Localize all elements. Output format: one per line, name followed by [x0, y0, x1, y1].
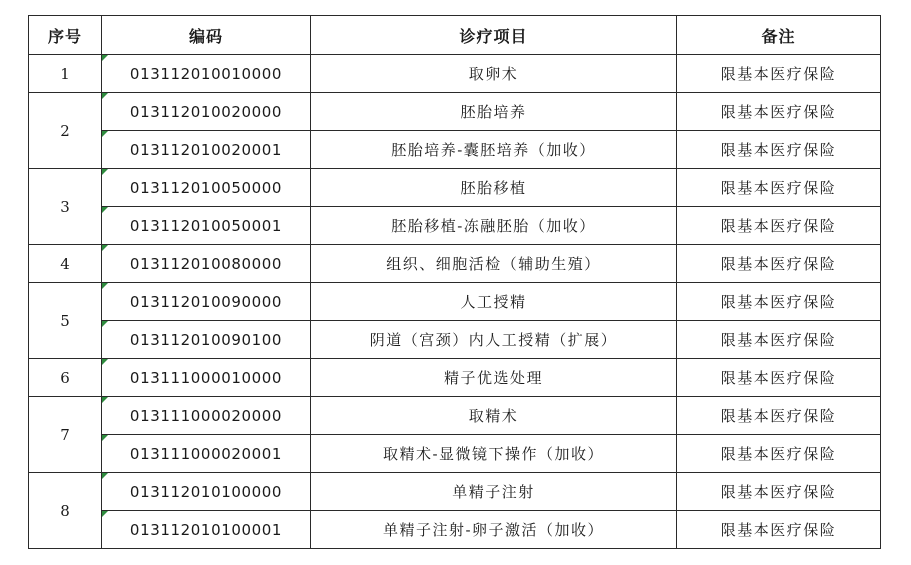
- code-cell: [102, 435, 311, 473]
- table-row: [29, 207, 881, 245]
- code-text: 013111000020001: [129, 444, 283, 463]
- note-cell: 限基本医疗保险: [677, 207, 881, 245]
- cell-corner-marker-icon: [102, 321, 108, 327]
- header-code: 编码: [102, 16, 311, 55]
- item-cell: 取卵术: [311, 55, 677, 93]
- table-row: [29, 397, 881, 435]
- item-cell: 精子优选处理: [311, 359, 677, 397]
- note-cell: 限基本医疗保险: [677, 131, 881, 169]
- cell-corner-marker-icon: [102, 435, 108, 441]
- item-cell: 取精术-显微镜下操作（加收）: [311, 435, 677, 473]
- table-row: [29, 55, 881, 93]
- code-cell: [102, 473, 311, 511]
- seq-cell: 3: [29, 169, 102, 245]
- code-cell: [102, 55, 311, 93]
- code-text: 013112010090100: [129, 330, 283, 349]
- table-row: [29, 283, 881, 321]
- item-cell: 胚胎培养-囊胚培养（加收）: [311, 131, 677, 169]
- header-note: 备注: [677, 16, 881, 55]
- table-header: [29, 16, 881, 55]
- cell-corner-marker-icon: [102, 93, 108, 99]
- seq-cell: 7: [29, 397, 102, 473]
- cell-corner-marker-icon: [102, 245, 108, 251]
- code-cell: [102, 511, 311, 549]
- table-row: [29, 473, 881, 511]
- header-item: 诊疗项目: [311, 16, 677, 55]
- medical-items-table: [28, 15, 881, 549]
- cell-corner-marker-icon: [102, 397, 108, 403]
- seq-cell: 6: [29, 359, 102, 397]
- code-cell: [102, 283, 311, 321]
- note-cell: 限基本医疗保险: [677, 55, 881, 93]
- note-cell: 限基本医疗保险: [677, 169, 881, 207]
- code-text: 013112010080000: [129, 254, 283, 273]
- cell-corner-marker-icon: [102, 55, 108, 61]
- code-text: 013112010050001: [129, 216, 283, 235]
- cell-corner-marker-icon: [102, 207, 108, 213]
- item-cell: 人工授精: [311, 283, 677, 321]
- cell-corner-marker-icon: [102, 283, 108, 289]
- note-cell: 限基本医疗保险: [677, 245, 881, 283]
- table-row: [29, 511, 881, 549]
- table-row: [29, 245, 881, 283]
- header-row: [29, 16, 881, 55]
- item-cell: 组织、细胞活检（辅助生殖）: [311, 245, 677, 283]
- code-text: 013112010020000: [129, 102, 283, 121]
- code-text: 013111000020000: [129, 406, 283, 425]
- code-text: 013112010010000: [129, 64, 283, 83]
- seq-cell: 1: [29, 55, 102, 93]
- cell-corner-marker-icon: [102, 473, 108, 479]
- table-container: [28, 15, 880, 549]
- table-row: [29, 169, 881, 207]
- code-text: 013112010100001: [129, 520, 283, 539]
- item-cell: 单精子注射: [311, 473, 677, 511]
- item-cell: 胚胎培养: [311, 93, 677, 131]
- table-row: [29, 93, 881, 131]
- table-body: [29, 55, 881, 549]
- table-row: [29, 321, 881, 359]
- code-text: 013112010050000: [129, 178, 283, 197]
- item-cell: 阴道（宫颈）内人工授精（扩展）: [311, 321, 677, 359]
- cell-corner-marker-icon: [102, 131, 108, 137]
- item-cell: 胚胎移植-冻融胚胎（加收）: [311, 207, 677, 245]
- note-cell: 限基本医疗保险: [677, 435, 881, 473]
- cell-corner-marker-icon: [102, 359, 108, 365]
- code-cell: [102, 93, 311, 131]
- note-cell: 限基本医疗保险: [677, 321, 881, 359]
- code-text: 013112010090000: [129, 292, 283, 311]
- seq-cell: 2: [29, 93, 102, 169]
- note-cell: 限基本医疗保险: [677, 473, 881, 511]
- seq-cell: 5: [29, 283, 102, 359]
- code-cell: [102, 207, 311, 245]
- table-row: [29, 131, 881, 169]
- code-text: 013112010100000: [129, 482, 283, 501]
- code-text: 013111000010000: [129, 368, 283, 387]
- note-cell: 限基本医疗保险: [677, 359, 881, 397]
- note-cell: 限基本医疗保险: [677, 93, 881, 131]
- seq-cell: 4: [29, 245, 102, 283]
- code-cell: [102, 169, 311, 207]
- code-cell: [102, 321, 311, 359]
- note-cell: 限基本医疗保险: [677, 283, 881, 321]
- code-cell: [102, 245, 311, 283]
- item-cell: 取精术: [311, 397, 677, 435]
- item-cell: 胚胎移植: [311, 169, 677, 207]
- table-row: [29, 435, 881, 473]
- cell-corner-marker-icon: [102, 511, 108, 517]
- seq-cell: 8: [29, 473, 102, 549]
- cell-corner-marker-icon: [102, 169, 108, 175]
- code-cell: [102, 397, 311, 435]
- code-cell: [102, 131, 311, 169]
- note-cell: 限基本医疗保险: [677, 397, 881, 435]
- code-text: 013112010020001: [129, 140, 283, 159]
- header-seq: 序号: [29, 16, 102, 55]
- item-cell: 单精子注射-卵子激活（加收）: [311, 511, 677, 549]
- code-cell: [102, 359, 311, 397]
- note-cell: 限基本医疗保险: [677, 511, 881, 549]
- table-row: [29, 359, 881, 397]
